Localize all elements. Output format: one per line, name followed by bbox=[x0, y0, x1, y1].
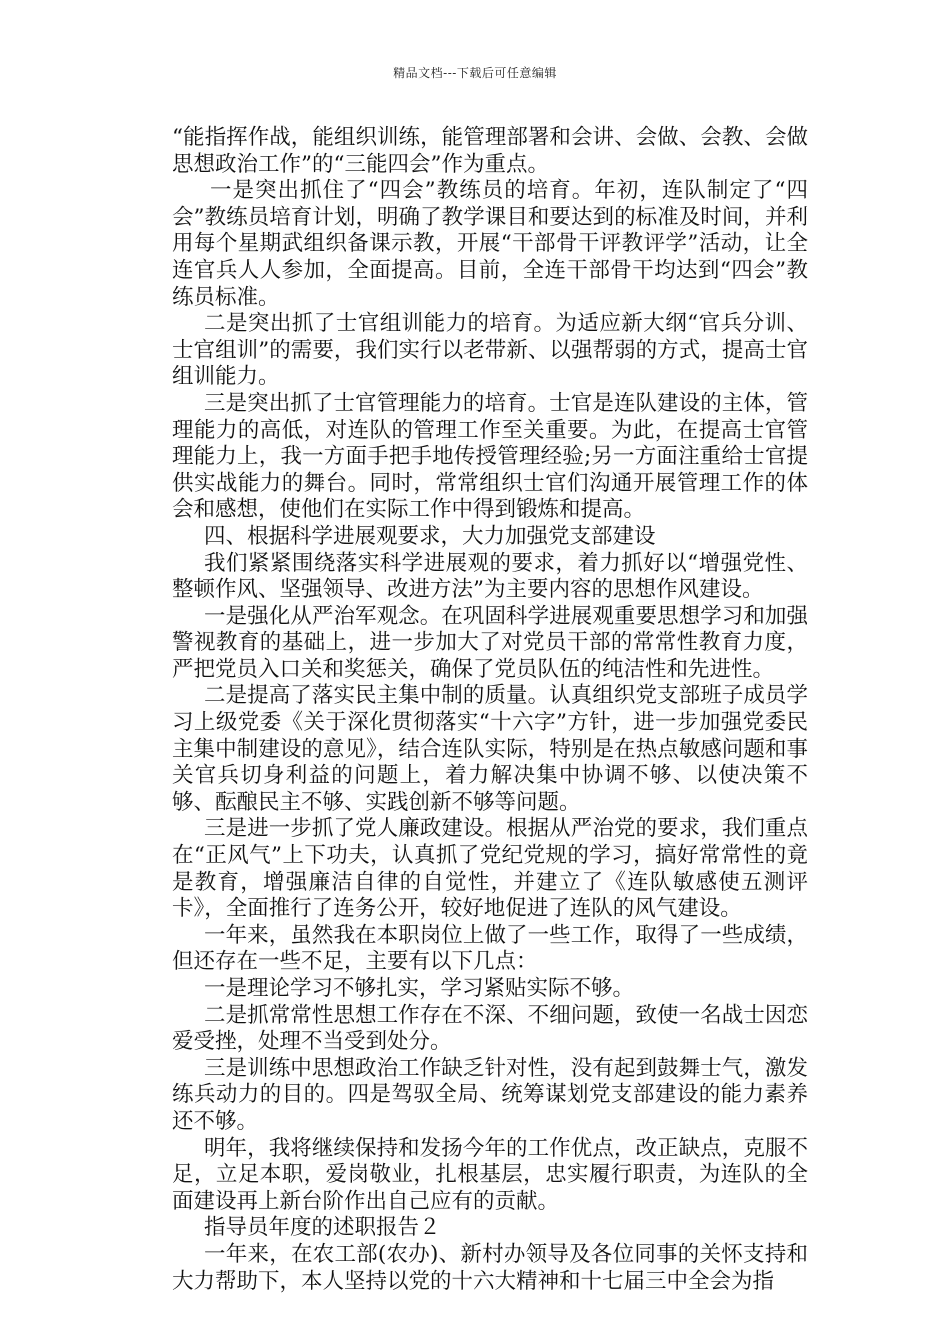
paragraph-1: “能指挥作战，能组织训练，能管理部署和会讲、会做、会教、会做思想政治工作”的“三能四会”作为重点。 bbox=[172, 125, 808, 177]
paragraph-11: 二是抓常常性思想工作存在不深、不细问题，致使一名战士因恋爱受挫，处理不当受到处分。 bbox=[172, 1002, 808, 1055]
report-title-2: 指导员年度的述职报告２ bbox=[204, 1215, 441, 1241]
paragraph-6: 一是强化从严治军观念。在巩固科学进展观重要思想学习和加强警视教育的基础上，进一步加大了对党员干部的常常性教育力度，严把党员入口关和奖惩关，确保了党员队伍的纯洁性和先进性。 bbox=[172, 603, 808, 682]
paragraph-5: 我们紧紧围绕落实科学进展观的要求，着力抓好以“增强党性、整顿作风、坚强领导、改进方法”为主要内容的思想作风建设。 bbox=[172, 550, 808, 603]
paragraph-8: 三是进一步抓了党人廉政建设。根据从严治党的要求，我们重点在“正风气”上下功夫，认真抓了党纪党规的学习，搞好常常性的竟是教育，增强廉洁自律的自觉性，并建立了《连队敏感使五测评卡》，全面推行了连务公开，较好地促进了连队的风气建设。 bbox=[172, 816, 808, 922]
paragraph-9: 一年来，虽然我在本职岗位上做了一些工作，取得了一些成绩，但还存在一些不足，主要有以下几点： bbox=[172, 922, 808, 975]
section-heading-4: 四、根据科学进展观要求，大力加强党支部建设 bbox=[204, 523, 656, 549]
paragraph-2: 一是突出抓住了“四会”教练员的培育。年初，连队制定了“四会”教练员培育计划，明确了教学课目和要达到的标准及时间，并利用每个星期武组织备课示教，开展“干部骨干评教评学”活动，让全连官兵人人参加，全面提高。目前，全连干部骨干均达到“四会”教练员标准。 bbox=[172, 178, 808, 310]
paragraph-4: 三是突出抓了士官管理能力的培育。士官是连队建设的主体，管理能力的高低，对连队的管理工作至关重要。为此，在提高士官管理能力上，我一方面手把手地传授管理经验;另一方面注重给士官提供实战能力的舞台。同时，常常组织士官们沟通开展管理工作的体会和感想，使他们在实际工作中得到锻炼和提高。 bbox=[172, 390, 808, 523]
document-body bbox=[172, 125, 808, 1295]
page-header: 精品文档---下载后可任意编辑 bbox=[393, 66, 557, 80]
paragraph-3: 二是突出抓了士官组训能力的培育。为适应新大纲“官兵分训、士官组训”的需要，我们实行以老带新、以强帮弱的方式，提高士官组训能力。 bbox=[172, 311, 808, 390]
paragraph-10: 一是理论学习不够扎实，学习紧贴实际不够。 bbox=[204, 976, 635, 1001]
paragraph-14: 一年来，在农工部(农办)、新村办领导及各位同事的关怀支持和大力帮助下，本人坚持以党的十六大精神和十七届三中全会为指 bbox=[172, 1241, 808, 1294]
paragraph-13: 明年，我将继续保持和发扬今年的工作优点，改正缺点，克服不足，立足本职，爱岗敬业，扎根基层，忠实履行职责，为连队的全面建设再上新台阶作出自己应有的贡献。 bbox=[172, 1135, 808, 1214]
paragraph-7: 二是提高了落实民主集中制的质量。认真组织党支部班子成员学习上级党委《关于深化贯彻落实“十六字”方针，进一步加强党委民主集中制建设的意见》，结合连队实际，特别是在热点敏感问题和事关官兵切身利益的问题上，着力解决集中协调不够、以使决策不够、酝酿民主不够、实践创新不够等问题。 bbox=[172, 683, 808, 815]
paragraph-12: 三是训练中思想政治工作缺乏针对性，没有起到鼓舞士气，激发练兵动力的目的。四是驾驭全局、统筹谋划党支部建设的能力素养还不够。 bbox=[172, 1055, 808, 1134]
